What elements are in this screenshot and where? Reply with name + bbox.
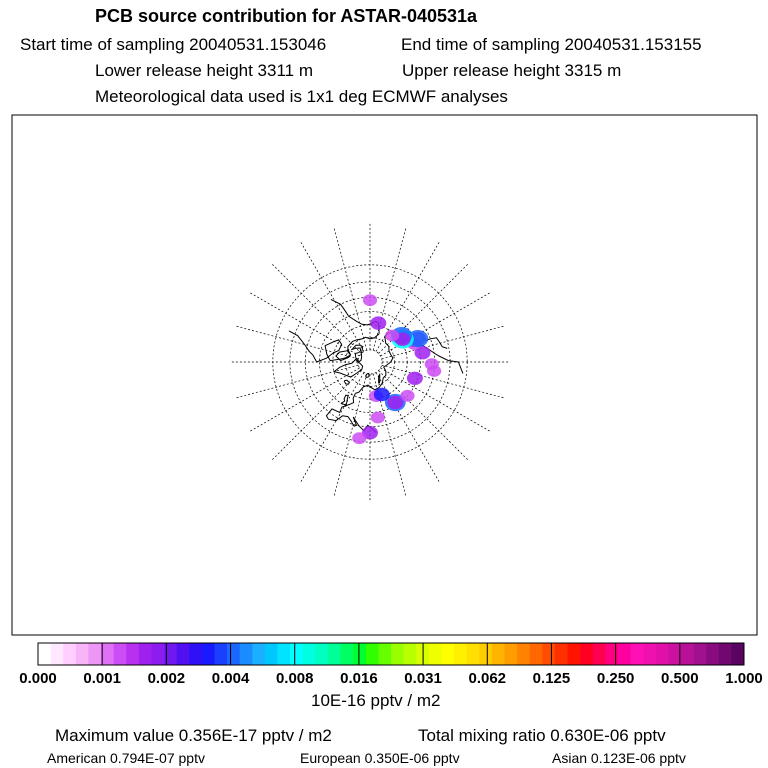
meridian-line	[301, 242, 364, 352]
colorbar-swatch	[517, 643, 530, 665]
colorbar-swatch	[568, 643, 581, 665]
colorbar-swatch	[618, 643, 631, 665]
colorbar	[38, 643, 744, 665]
colorbar-swatch	[51, 643, 64, 665]
meridian-line	[272, 264, 362, 354]
colorbar-swatch	[706, 643, 719, 665]
max-value-label: Maximum value 0.356E-17 pptv / m2	[55, 726, 332, 745]
colorbar-tick-3: 0.004	[211, 670, 250, 687]
colorbar-swatch	[530, 643, 543, 665]
colorbar-swatch	[88, 643, 101, 665]
concentration-field	[352, 294, 441, 444]
coastline-segment	[341, 395, 348, 405]
colorbar-swatch	[252, 643, 265, 665]
coastline-segment	[366, 374, 370, 378]
colorbar-swatch	[76, 643, 89, 665]
colorbar-swatch	[441, 643, 454, 665]
meridian-line	[379, 371, 469, 461]
meridian-line	[250, 368, 360, 431]
lower-height-label: Lower release height 3311 m	[95, 61, 313, 80]
meridian-line	[382, 365, 504, 398]
european-contribution: European 0.350E-06 pptv	[300, 750, 460, 766]
colorbar-swatch	[492, 643, 505, 665]
colorbar-swatch	[215, 643, 228, 665]
colorbar-swatch	[353, 643, 366, 665]
meridian-line	[334, 228, 367, 350]
map-title: PCB source contribution for ASTAR-040531a	[95, 6, 478, 26]
colorbar-tick-10: 0.500	[661, 670, 699, 687]
colorbar-swatch	[731, 643, 744, 665]
coastline-segment	[379, 375, 380, 384]
colorbar-swatch	[366, 643, 379, 665]
colorbar-tick-6: 0.031	[404, 670, 442, 687]
colorbar-swatch	[38, 643, 51, 665]
colorbar-swatch	[240, 643, 253, 665]
colorbar-swatch	[151, 643, 164, 665]
colorbar-swatch	[278, 643, 291, 665]
colorbar-swatch	[467, 643, 480, 665]
colorbar-swatch	[593, 643, 606, 665]
colorbar-swatch	[542, 643, 555, 665]
colorbar-swatch	[504, 643, 517, 665]
colorbar-swatch	[555, 643, 568, 665]
colorbar-swatch	[63, 643, 76, 665]
colorbar-swatch	[265, 643, 278, 665]
colorbar-tick-8: 0.125	[532, 670, 571, 687]
colorbar-swatch	[177, 643, 190, 665]
colorbar-tick-2: 0.002	[147, 670, 186, 687]
colorbar-swatch	[681, 643, 694, 665]
concentration-patch	[400, 390, 414, 402]
colorbar-tick-4: 0.008	[275, 670, 314, 687]
colorbar-tick-9: 0.250	[596, 670, 635, 687]
coastline-segment	[344, 380, 349, 384]
concentration-patch	[370, 316, 386, 329]
concentration-patch	[407, 372, 423, 385]
colorbar-swatch	[126, 643, 139, 665]
colorbar-swatch	[694, 643, 707, 665]
met-data-label: Meteorological data used is 1x1 deg ECMWF analyses	[95, 87, 508, 106]
colorbar-swatch	[101, 643, 114, 665]
colorbar-swatch	[328, 643, 341, 665]
colorbar-unit: 10E-16 pptv / m2	[311, 691, 441, 710]
graticule-grid	[231, 223, 509, 501]
colorbar-tick-1: 0.001	[83, 670, 121, 687]
colorbar-swatch	[605, 643, 618, 665]
colorbar-swatch	[378, 643, 391, 665]
colorbar-swatch	[454, 643, 467, 665]
colorbar-swatch	[227, 643, 240, 665]
colorbar-swatch	[139, 643, 152, 665]
colorbar-swatch	[341, 643, 354, 665]
map-frame	[12, 115, 757, 635]
coastline-segment	[352, 345, 363, 362]
american-contribution: American 0.794E-07 pptv	[47, 750, 205, 766]
colorbar-swatch	[404, 643, 417, 665]
upper-height-label: Upper release height 3315 m	[402, 61, 622, 80]
colorbar-swatch	[719, 643, 732, 665]
colorbar-swatch	[114, 643, 127, 665]
concentration-patch	[363, 294, 377, 306]
colorbar-tick-0: 0.000	[19, 670, 57, 687]
colorbar-swatch	[580, 643, 593, 665]
colorbar-swatch	[631, 643, 644, 665]
meridian-line	[250, 293, 360, 356]
concentration-patch	[374, 388, 390, 401]
total-mixing-label: Total mixing ratio 0.630E-06 pptv	[418, 726, 666, 745]
colorbar-swatch	[290, 643, 303, 665]
concentration-patch	[352, 432, 366, 444]
colorbar-swatch	[189, 643, 202, 665]
end-time-label: End time of sampling 20040531.153155	[401, 35, 702, 54]
colorbar-swatch	[315, 643, 328, 665]
colorbar-swatch	[303, 643, 316, 665]
asian-contribution: Asian 0.123E-06 pptv	[552, 750, 686, 766]
meridian-line	[301, 373, 364, 483]
start-time-label: Start time of sampling 20040531.153046	[20, 35, 327, 54]
concentration-patch	[425, 358, 439, 370]
colorbar-swatch	[479, 643, 492, 665]
colorbar-swatch	[643, 643, 656, 665]
concentration-patch	[371, 412, 385, 424]
colorbar-swatch	[391, 643, 404, 665]
colorbar-tick-5: 0.016	[340, 670, 378, 687]
concentration-patch	[385, 330, 399, 342]
colorbar-tick-11: 1.000	[725, 670, 763, 687]
colorbar-swatch	[656, 643, 669, 665]
meridian-line	[236, 365, 358, 398]
colorbar-swatch	[202, 643, 215, 665]
colorbar-tick-7: 0.062	[468, 670, 507, 687]
colorbar-swatch	[429, 643, 442, 665]
